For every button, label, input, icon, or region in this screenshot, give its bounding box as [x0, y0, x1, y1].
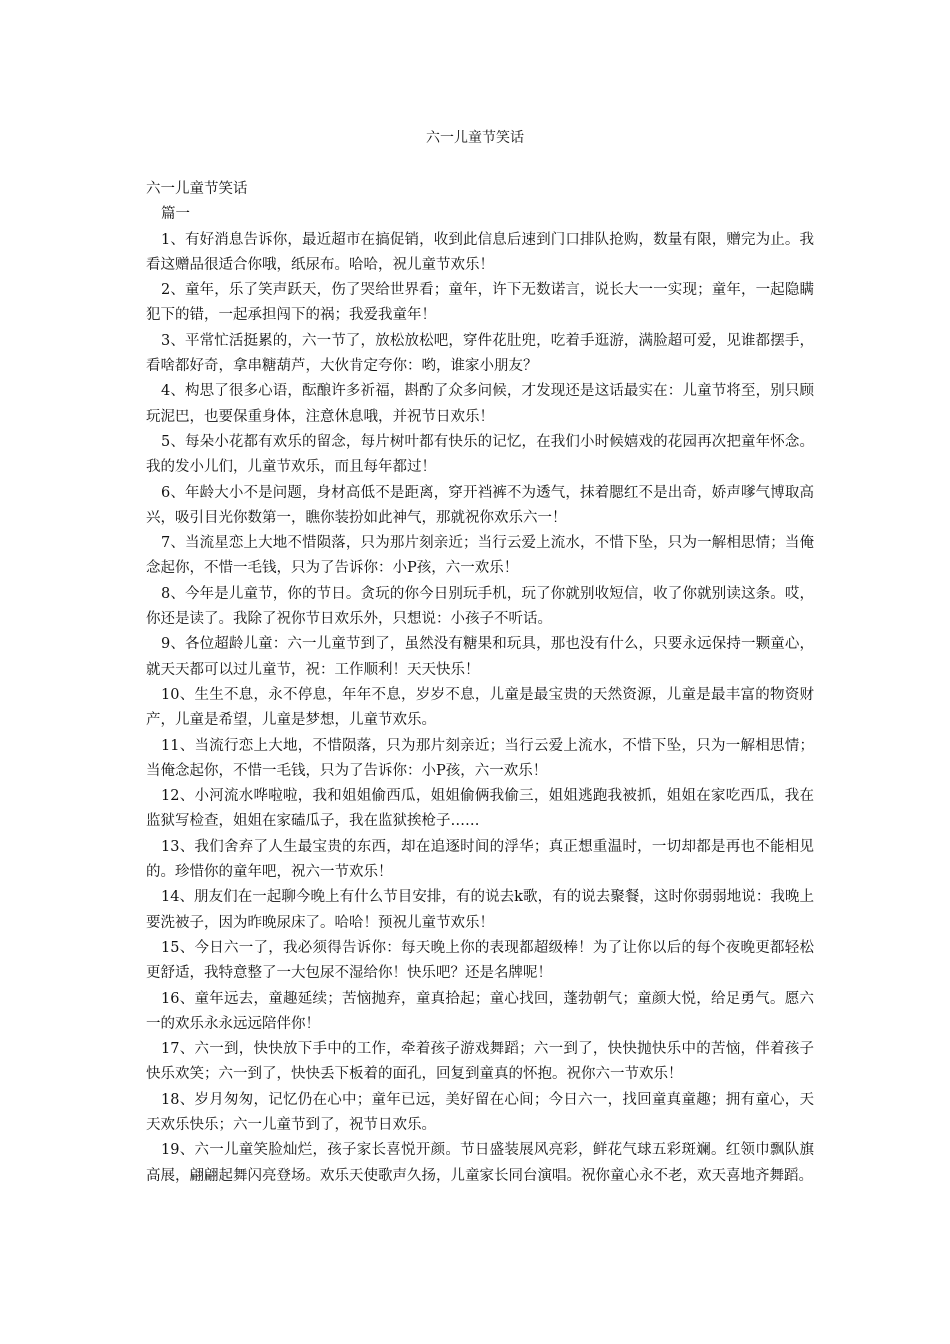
document-heading: 六一儿童节笑话: [146, 181, 248, 197]
joke-paragraph: 5、每朵小花都有欢乐的留念，每片树叶都有快乐的记忆，在我们小时候嬉戏的花园再次把童年怀念。我的发小儿们，儿童节欢乐，而且每年都过！: [146, 433, 814, 476]
document-title: 六一儿童节笑话: [426, 130, 524, 146]
joke-paragraph: 1、有好消息告诉你，最近超市在搞促销，收到此信息后速到门口排队抢购，数量有限，赠完为止。我看这赠品很适合你哦，纸尿布。哈哈，祝儿童节欢乐！: [146, 231, 814, 273]
joke-paragraph: 6、年龄大小不是问题，身材高低不是距离，穿开裆裤不为透气，抹着腮红不是出奇，娇声嗲气博取高兴，吸引目光你数第一，瞧你装扮如此神气，那就祝你欢乐六一！: [146, 484, 814, 526]
joke-paragraph: 17、六一到，快快放下手中的工作，牵着孩子游戏舞蹈；六一到了，快快抛快乐中的苦恼，伴着孩子快乐欢笑；六一到了，快快丢下板着的面孔，回复到童真的怀抱。祝你六一节欢乐！: [146, 1041, 814, 1083]
joke-paragraph: 18、岁月匆匆，记忆仍在心中；童年已远，美好留在心间；今日六一，找回童真童趣；拥有童心，天天欢乐快乐；六一儿童节到了，祝节日欢乐。: [146, 1091, 814, 1133]
joke-paragraph: 2、童年，乐了笑声跃天，伤了哭给世界看；童年，许下无数诺言，说长大一一实现；童年，一起隐瞒犯下的错，一起承担闯下的祸；我爱我童年！: [146, 282, 814, 324]
section-label: 篇一: [161, 206, 190, 223]
joke-paragraph: 8、今年是儿童节，你的节日。贪玩的你今日别玩手机，玩了你就别收短信，收了你就别读这条。哎，你还是读了。我除了祝你节日欢乐外，只想说：小孩子不听话。: [146, 585, 814, 628]
joke-paragraph: 3、平常忙活挺累的，六一节了，放松放松吧，穿件花肚兜，吃着手逛游，满脸超可爱，见谁都摆手，看啥都好奇，拿串糖葫芦，大伙肯定夸你：哟，谁家小朋友？: [146, 332, 814, 375]
joke-paragraph: 19、六一儿童笑脸灿烂，孩子家长喜悦开颜。节日盛装展风亮彩，鲜花气球五彩斑斓。红领巾飘队旗高展，翩翩起舞闪亮登场。欢乐天使歌声久扬，儿童家长同台演唱。祝你童心永不老，欢天喜地齐舞蹈。: [146, 1142, 814, 1184]
joke-paragraph: 13、我们舍弃了人生最宝贵的东西，却在追逐时间的浮华；真正想重温时，一切却都是再也不能相见的。珍惜你的童年吧，祝六一节欢乐！: [146, 838, 814, 881]
joke-paragraph: 12、小河流水哗啦啦，我和姐姐偷西瓜，姐姐偷俩我偷三，姐姐逃跑我被抓，姐姐在家吃西瓜，我在监狱写检查，姐姐在家磕瓜子，我在监狱挨枪子……: [146, 788, 814, 830]
joke-paragraph: 11、当流行恋上大地，不惜陨落，只为那片刻亲近；当行云爱上流水，不惜下坠，只为一解相思情；当俺念起你，不惜一毛钱，只为了告诉你：小P孩，六一欢乐！: [146, 737, 814, 779]
joke-paragraph: 16、童年远去，童趣延续；苦恼抛弃，童真拾起；童心找回，蓬勃朝气；童颜大悦，给足勇气。愿六一的欢乐永永远远陪伴你！: [146, 990, 814, 1032]
joke-paragraph: 14、朋友们在一起聊今晚上有什么节目安排，有的说去k歌，有的说去聚餐，这时你弱弱地说：我晚上要洗被子，因为昨晚尿床了。哈哈！预祝儿童节欢乐！: [146, 889, 814, 931]
document-body: [146, 177, 814, 1189]
joke-paragraph: 7、当流星恋上大地不惜陨落，只为那片刻亲近；当行云爱上流水，不惜下坠，只为一解相思情；当俺念起你，不惜一毛钱，只为了告诉你：小P孩，六一欢乐！: [146, 535, 814, 577]
joke-paragraph: 15、今日六一了，我必须得告诉你：每天晚上你的表现都超级棒！为了让你以后的每个夜晚更都轻松更舒适，我特意整了一大包尿不湿给你！快乐吧？还是名牌呢！: [146, 939, 814, 982]
joke-paragraph: 9、各位超龄儿童：六一儿童节到了，虽然没有糖果和玩具，那也没有什么，只要永远保持一颗童心，就天天都可以过儿童节，祝：工作顺利！天天快乐！: [146, 636, 814, 678]
joke-paragraph: 4、构思了很多心语，酝酿许多祈福，斟酌了众多问候，才发现还是这话最实在：儿童节将至，别只顾玩泥巴，也要保重身体，注意休息哦，并祝节日欢乐！: [146, 383, 814, 425]
joke-paragraph: 10、生生不息，永不停息，年年不息，岁岁不息，儿童是最宝贵的天然资源，儿童是最丰富的物资财产，儿童是希望，儿童是梦想，儿童节欢乐。: [146, 686, 814, 729]
